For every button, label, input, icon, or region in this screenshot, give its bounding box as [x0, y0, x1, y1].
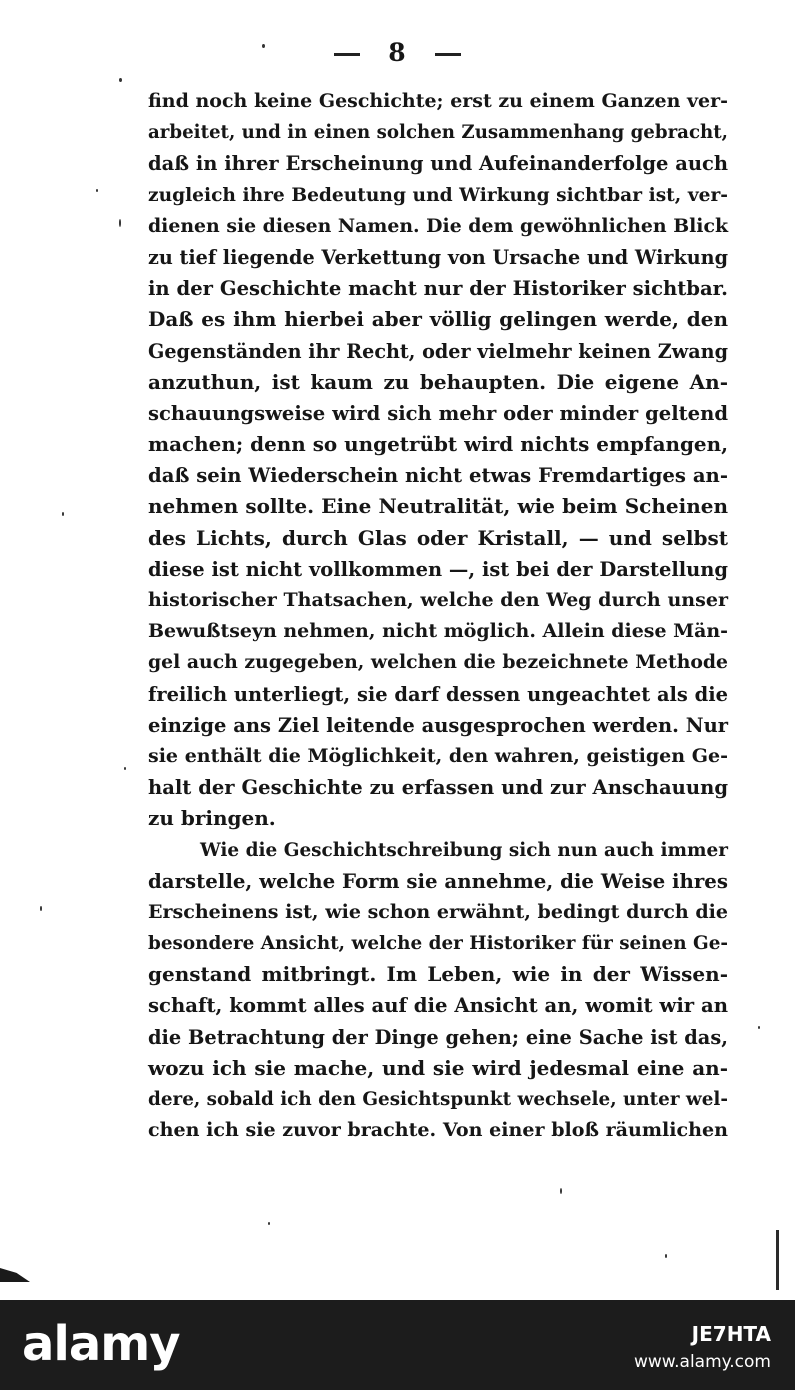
text-line: arbeitet, und in einen solchen Zusammenhang gebracht,	[148, 122, 728, 144]
text-line: chen ich sie zuvor brachte. Von einer bloß räumlichen	[148, 1119, 728, 1142]
watermark-url: www.alamy.com	[633, 1352, 771, 1372]
text-line: dere, sobald ich den Gesichtspunkt wechsele, unter wel-	[148, 1089, 728, 1110]
text-line: dienen sie diesen Namen. Die dem gewöhnlichen Blick	[148, 214, 729, 237]
text-line: in der Geschichte macht nur der Historiker sichtbar.	[148, 277, 728, 301]
page-number-header	[0, 38, 795, 67]
stock-watermark-bar	[0, 1300, 795, 1390]
print-speck	[268, 1222, 270, 1225]
text-line: die Betrachtung der Dinge gehen; eine Sache ist das,	[148, 1025, 728, 1049]
print-speck	[758, 1026, 760, 1029]
text-line: Bewußtseyn nehmen, nicht möglich. Allein diese Män-	[148, 620, 728, 643]
text-line: zu tief liegende Verkettung von Ursache und Wirkung	[148, 245, 728, 269]
alamy-logo: alamy	[22, 1316, 180, 1372]
print-speck	[40, 906, 42, 911]
print-speck	[560, 1188, 562, 1194]
scan-edge-line	[776, 1230, 779, 1290]
text-line: diese ist nicht vollkommen —, ist bei der Darstellung	[148, 557, 728, 581]
text-line: anzuthun, ist kaum zu behaupten. Die eigene An-	[148, 369, 728, 394]
text-line: genstand mitbringt. Im Leben, wie in der Wissen-	[148, 962, 728, 987]
text-line: daß in ihrer Erscheinung und Aufeinanderfolge auch	[148, 152, 728, 176]
scan-edge-mark	[0, 1268, 30, 1282]
print-speck	[124, 767, 126, 770]
print-speck	[62, 512, 64, 516]
text-line: machen; denn so ungetrübt wird nichts empfangen,	[148, 432, 729, 457]
body-text	[148, 86, 728, 1146]
page-number: 8	[388, 38, 407, 67]
text-line: einzige ans Ziel leitende ausgesprochen werden. Nur	[148, 713, 728, 737]
text-line: daß sein Wiederschein nicht etwas Fremdartiges an-	[148, 464, 728, 488]
text-line: find noch keine Geschichte; erst zu einem Ganzen ver-	[148, 90, 728, 112]
paragraph-start-line: Wie die Geschichtschreibung sich nun auch immer	[200, 839, 728, 861]
text-line: Gegenständen ihr Recht, oder vielmehr keinen Zwang	[148, 339, 728, 363]
text-line: besondere Ansicht, welche der Historiker für seinen Ge-	[148, 933, 728, 955]
right-dash	[435, 53, 461, 56]
text-line: Erscheinens ist, wie schon erwähnt, bedingt durch die	[148, 900, 728, 923]
text-line: halt der Geschichte zu erfassen und zur Anschauung	[148, 776, 728, 800]
left-dash	[334, 53, 360, 56]
print-speck	[119, 78, 122, 82]
text-line: sie enthält die Möglichkeit, den wahren, geistigen Ge-	[148, 744, 728, 767]
text-line: nehmen sollte. Eine Neutralität, wie beim Scheinen	[148, 494, 728, 519]
text-line: freilich unterliegt, sie darf dessen ungeachtet als die	[148, 682, 728, 706]
text-line: darstelle, welche Form sie annehme, die Weise ihres	[148, 868, 728, 893]
text-line: des Lichts, durch Glas oder Kristall, — und selbst	[148, 525, 728, 550]
text-line: wozu ich sie mache, und sie wird jedesmal eine an-	[148, 1055, 728, 1080]
print-speck	[262, 44, 265, 48]
text-line: Daß es ihm hierbei aber völlig gelingen werde, den	[148, 307, 728, 332]
text-line: schauungsweise wird sich mehr oder minder geltend	[148, 401, 728, 425]
paragraph-end-line: zu bringen.	[148, 806, 276, 831]
text-line: schaft, kommt alles auf die Ansicht an, womit wir an	[148, 994, 728, 1018]
text-line: zugleich ihre Bedeutung und Wirkung sichtbar ist, ver-	[148, 184, 728, 206]
print-speck	[665, 1254, 667, 1258]
print-speck	[119, 219, 121, 227]
print-speck	[96, 189, 98, 192]
text-line: gel auch zugegeben, welchen die bezeichnete Methode	[148, 651, 728, 674]
text-line: historischer Thatsachen, welche den Weg durch unser	[148, 589, 728, 611]
image-id: JE7HTA	[691, 1322, 771, 1346]
